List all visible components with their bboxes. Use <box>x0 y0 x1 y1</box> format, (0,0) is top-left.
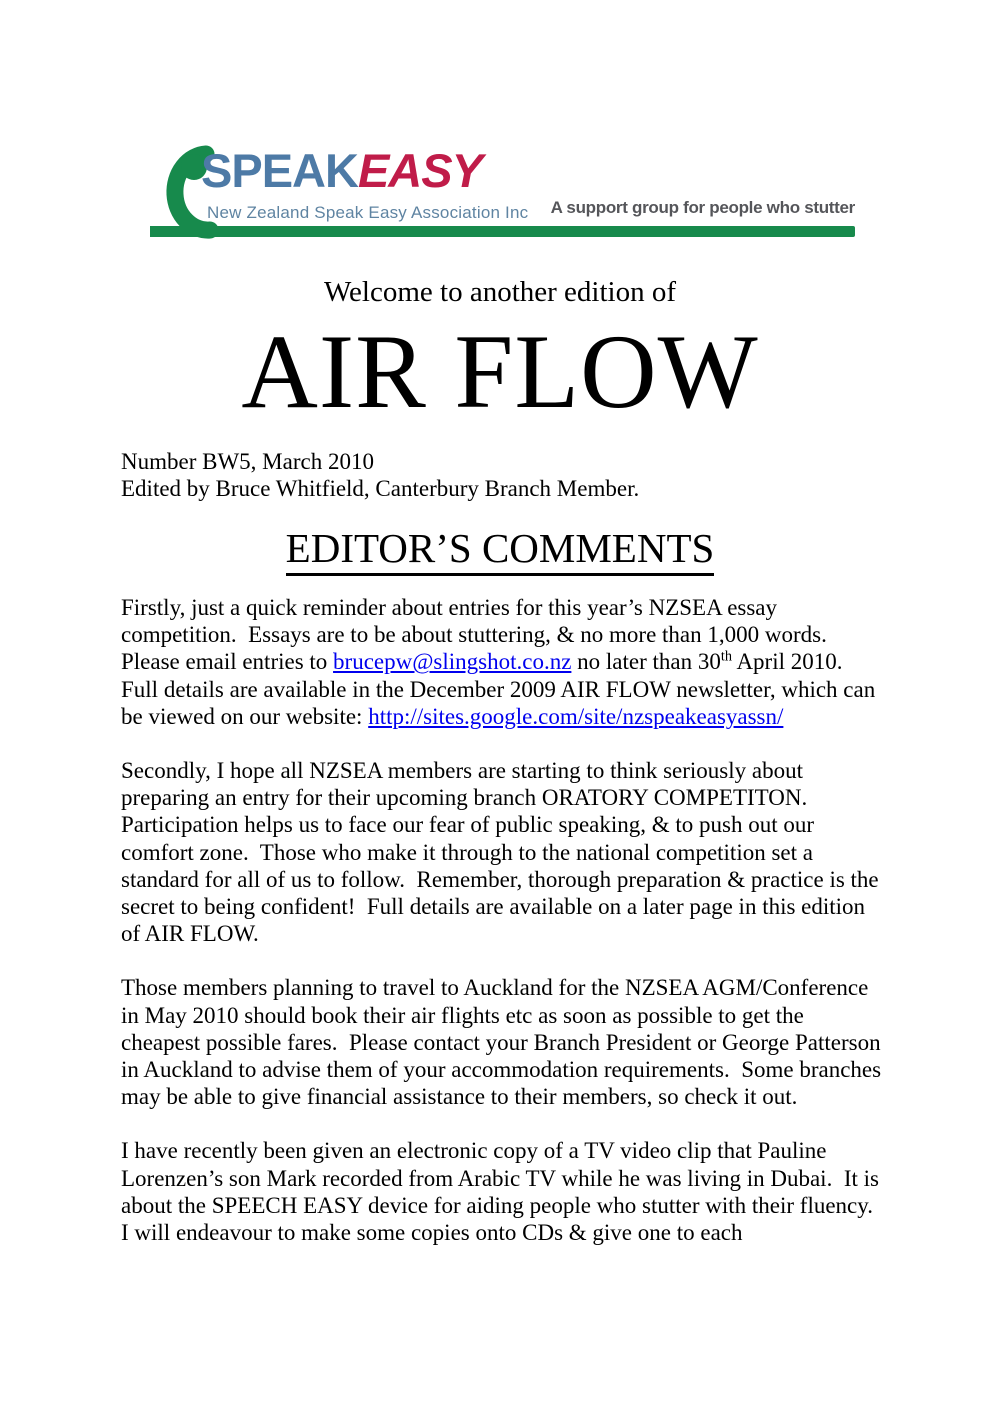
paragraph-oratory-competition: Secondly, I hope all NZSEA members are starting to think seriously about preparing an entry for their upcoming branch ORATORY COMPETITON. Participation helps us to face our fear of public speaking, & to push out our comfort zone. Those who make it through to the national competition set a standard for all of us to follow. Remember, thorough preparation & practice is the secret to being confident! Full details are available on a later page in this edition of AIR FLOW. <box>121 758 885 947</box>
green-divider-bar <box>150 226 855 237</box>
editors-comments-heading: EDITOR’S COMMENTS <box>0 524 1000 576</box>
brand-easy-text: EASY <box>357 144 482 197</box>
brand-subtitle: New Zealand Speak Easy Association Inc <box>207 203 529 222</box>
p1-text-1: Firstly, just a quick reminder about entries for this year’s NZSEA essay competition. Essays are to be about stuttering, & no more than 1,000 words. Please email entries to <box>121 595 833 675</box>
newsletter-title: AIR FLOW <box>241 313 759 430</box>
paragraph-agm-travel: Those members planning to travel to Auckland for the NZSEA AGM/Conference in May 2010 should book their air flights etc as soon as possible to get the cheapest possible fares. Please contact your Branch President or George Patterson in Auckland to advise them of your accommodation requirements. Some branches may be able to give financial assistance to their members, so check it out. <box>121 975 887 1110</box>
issue-number: Number BW5, March 2010 <box>121 449 374 474</box>
editor-comments-body <box>121 594 885 1273</box>
edited-by-line: Edited by Bruce Whitfield, Canterbury Branch Member. <box>121 476 640 501</box>
issue-block <box>121 448 639 502</box>
paragraph-essay-competition <box>121 594 885 730</box>
p1-text-3: April 2010. Full details are available in the December 2009 AIR FLOW newsletter, which can be viewed on our website: <box>121 649 881 729</box>
brand-tagline: A support group for people who stutter <box>550 198 855 217</box>
website-link[interactable]: http://sites.google.com/site/nzspeakeasyassn/ <box>368 703 784 729</box>
brand-wordmark <box>201 144 482 197</box>
paragraph-speech-easy-video: I have recently been given an electronic copy of a TV video clip that Pauline Lorenzen’s son Mark recorded from Arabic TV while he was living in Dubai. It is about the SPEECH EASY device for aiding people who stutter with their fluency. I will endeavour to make some copies onto CDs & give one to each <box>121 1138 885 1246</box>
email-link[interactable]: brucepw@slingshot.co.nz <box>333 649 572 675</box>
ordinal-superscript: th <box>720 648 732 665</box>
welcome-line: Welcome to another edition of <box>324 276 676 308</box>
brand-speak-text: SPEAK <box>201 144 358 197</box>
p1-text-2: no later than 30 <box>571 649 721 675</box>
